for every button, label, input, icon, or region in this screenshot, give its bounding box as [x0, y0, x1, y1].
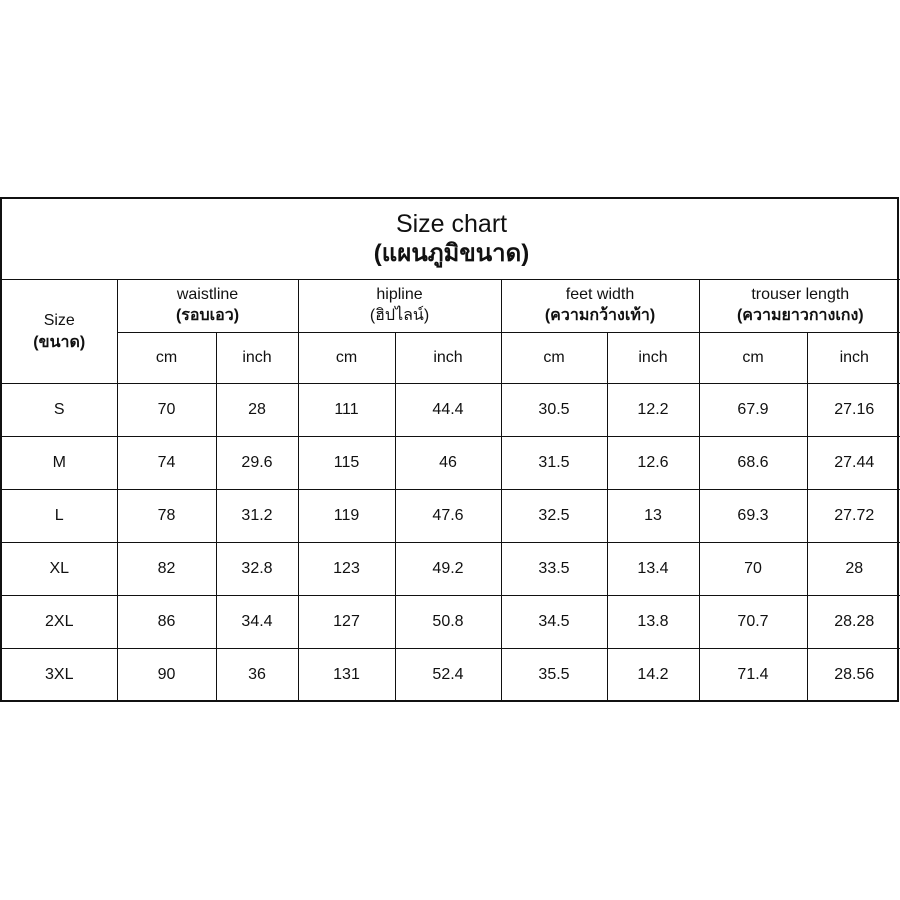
subtitle-text: (แผนภูมิขนาด) [373, 240, 530, 267]
value-cell: 28.56 [807, 649, 900, 702]
value-cell: 35.5 [501, 649, 607, 702]
value-cell: 131 [298, 649, 395, 702]
value-cell: 36 [216, 649, 298, 702]
group-sub: (ฮิปไลน์) [369, 307, 430, 324]
chart-title [2, 199, 900, 280]
value-cell: 68.6 [699, 437, 807, 490]
value-cell: 34.4 [216, 596, 298, 649]
table-row [2, 437, 900, 490]
value-cell: 32.8 [216, 543, 298, 596]
unit-header-cell: cm [117, 333, 216, 384]
table-row [2, 649, 900, 702]
size-cell: S [2, 384, 117, 437]
size-header-sub: (ขนาด) [33, 333, 86, 351]
value-cell: 47.6 [395, 490, 501, 543]
value-cell: 50.8 [395, 596, 501, 649]
group-header-trouser-length [699, 280, 900, 333]
value-cell: 123 [298, 543, 395, 596]
value-cell: 12.6 [607, 437, 699, 490]
table-row [2, 596, 900, 649]
group-header-feet-width [501, 280, 699, 333]
value-cell: 78 [117, 490, 216, 543]
value-cell: 70.7 [699, 596, 807, 649]
value-cell: 30.5 [501, 384, 607, 437]
value-cell: 31.5 [501, 437, 607, 490]
value-cell: 13 [607, 490, 699, 543]
value-cell: 32.5 [501, 490, 607, 543]
unit-header-cell: inch [395, 333, 501, 384]
value-cell: 82 [117, 543, 216, 596]
unit-header-cell: cm [501, 333, 607, 384]
value-cell: 67.9 [699, 384, 807, 437]
group-name: hipline [376, 286, 423, 303]
value-cell: 27.72 [807, 490, 900, 543]
value-cell: 115 [298, 437, 395, 490]
group-name: trouser length [751, 286, 850, 303]
value-cell: 52.4 [395, 649, 501, 702]
value-cell: 111 [298, 384, 395, 437]
value-cell: 31.2 [216, 490, 298, 543]
value-cell: 28.28 [807, 596, 900, 649]
size-cell: XL [2, 543, 117, 596]
value-cell: 127 [298, 596, 395, 649]
value-cell: 34.5 [501, 596, 607, 649]
size-table [2, 199, 900, 701]
value-cell: 70 [117, 384, 216, 437]
value-cell: 27.44 [807, 437, 900, 490]
group-name: waistline [176, 286, 239, 303]
unit-header-cell: cm [298, 333, 395, 384]
value-cell: 12.2 [607, 384, 699, 437]
value-cell: 74 [117, 437, 216, 490]
value-cell: 70 [699, 543, 807, 596]
group-header-waistline [117, 280, 298, 333]
size-cell: M [2, 437, 117, 490]
size-cell: 2XL [2, 596, 117, 649]
value-cell: 14.2 [607, 649, 699, 702]
title-text: Size chart [395, 210, 508, 238]
value-cell: 28 [216, 384, 298, 437]
size-chart [0, 197, 899, 702]
value-cell: 49.2 [395, 543, 501, 596]
value-cell: 13.4 [607, 543, 699, 596]
value-cell: 119 [298, 490, 395, 543]
size-header [2, 280, 117, 384]
value-cell: 86 [117, 596, 216, 649]
value-cell: 27.16 [807, 384, 900, 437]
unit-header-cell: inch [807, 333, 900, 384]
value-cell: 69.3 [699, 490, 807, 543]
table-row [2, 490, 900, 543]
value-cell: 29.6 [216, 437, 298, 490]
value-cell: 28 [807, 543, 900, 596]
value-cell: 90 [117, 649, 216, 702]
size-cell: L [2, 490, 117, 543]
value-cell: 71.4 [699, 649, 807, 702]
table-row [2, 384, 900, 437]
value-cell: 33.5 [501, 543, 607, 596]
value-cell: 46 [395, 437, 501, 490]
group-sub: (รอบเอว) [175, 307, 240, 324]
group-sub: (ความยาวกางเกง) [736, 307, 864, 324]
unit-header-cell: inch [607, 333, 699, 384]
size-header-label: Size [43, 311, 75, 329]
value-cell: 44.4 [395, 384, 501, 437]
table-row [2, 543, 900, 596]
size-cell: 3XL [2, 649, 117, 702]
unit-header-row [2, 333, 900, 384]
unit-header-cell: cm [699, 333, 807, 384]
group-name: feet width [565, 286, 635, 303]
group-sub: (ความกว้างเท้า) [544, 307, 656, 324]
value-cell: 13.8 [607, 596, 699, 649]
group-header-hipline [298, 280, 501, 333]
unit-header-cell: inch [216, 333, 298, 384]
